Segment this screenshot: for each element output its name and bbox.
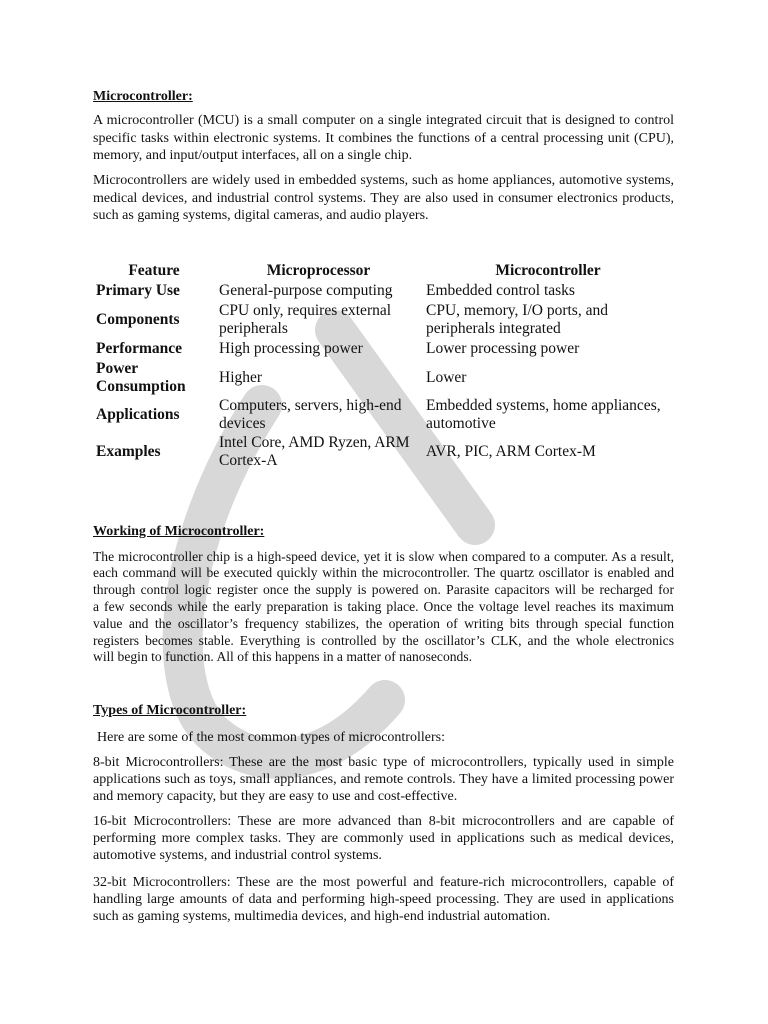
- paragraph-line: medical devices, and industrial control systems. They are also used in consumer electronics products,: [93, 190, 674, 206]
- cell-line: General-purpose computing: [219, 282, 393, 300]
- paragraph-line: specific tasks within electronic systems. It combines the functions of a central processing unit (CPU),: [93, 130, 674, 146]
- comparison-table: [93, 260, 674, 470]
- table-row: [93, 301, 674, 338]
- table-row: [93, 433, 674, 470]
- table-row: [93, 281, 674, 301]
- microcontroller-cell: [422, 359, 674, 396]
- microprocessor-cell: [215, 301, 422, 338]
- paragraph-line: A microcontroller (MCU) is a small computer on a single integrated circuit that is designed to control: [93, 113, 674, 129]
- microprocessor-cell: [215, 433, 422, 470]
- intro-paragraph: [93, 112, 674, 164]
- header-microprocessor: Microprocessor: [266, 261, 371, 279]
- microcontroller-cell: [422, 396, 674, 433]
- microcontroller-cell: [422, 433, 674, 470]
- paragraph-line: memory, and input/output interfaces, all on a single chip.: [93, 148, 413, 164]
- paragraph-line: and memory capacity, but they are easy to use and cost-effective.: [93, 788, 458, 804]
- types-intro-text: Here are some of the most common types of microcontrollers:: [97, 729, 445, 745]
- microcontroller-cell: [422, 301, 674, 338]
- header-microcontroller: Microcontroller: [495, 261, 601, 279]
- types-paragraph-8bit: [93, 754, 674, 805]
- types-paragraph-32bit: [93, 874, 674, 925]
- paragraph-line: registers becomes stable. Everything is controlled by the oscillator’s CLK, and the whole electronics: [93, 632, 674, 648]
- feature-label: Consumption: [96, 377, 186, 395]
- microcontroller-cell: [422, 281, 674, 301]
- table-row: [93, 338, 674, 359]
- feature-cell: [93, 396, 215, 433]
- paragraph-line: The microcontroller chip is a high-speed device, yet it is slow when compared to a computer. As a result,: [93, 548, 674, 564]
- paragraph-line: 8-bit Microcontrollers: These are the most basic type of microcontrollers, typically used in simple: [93, 754, 674, 770]
- cell-line: Embedded control tasks: [426, 282, 575, 300]
- cell-line: AVR, PIC, ARM Cortex-M: [426, 442, 596, 460]
- cell-line: Embedded systems, home appliances,: [426, 397, 661, 414]
- section-heading-working: Working of Microcontroller:: [93, 523, 265, 539]
- working-paragraph: [93, 549, 674, 667]
- paragraph-line: value and the oscillator’s frequency stabilizes, the operation of writing bits through special function: [93, 615, 674, 631]
- paragraph-line: will begin to function. All of this happens in a matter of nanoseconds.: [93, 649, 473, 665]
- feature-cell: [93, 281, 215, 301]
- cell-line: Higher: [219, 368, 263, 386]
- paragraph-line: handling large amounts of data and performing high-speed processing. They are used in applications: [93, 891, 674, 907]
- microprocessor-cell: [215, 281, 422, 301]
- feature-label: Power: [96, 360, 139, 377]
- cell-line: Lower processing power: [426, 339, 580, 357]
- paragraph-line: a few seconds while the early preparation is taking place. Once the voltage level reaches its maximum: [93, 598, 674, 614]
- feature-cell: [93, 338, 215, 359]
- paragraph-line: through control logic register once the supply is powered on. Parasite capacitors will be recharged for: [93, 582, 674, 598]
- paragraph-line: automotive systems, and industrial control systems.: [93, 847, 382, 863]
- types-paragraph-16bit: [93, 813, 674, 864]
- paragraph-line: each command will be executed quickly within the microcontroller. The quartz oscillator is enabled and: [93, 565, 674, 581]
- feature-cell: [93, 359, 215, 396]
- feature-label: Primary Use: [96, 282, 180, 300]
- feature-label: Performance: [96, 339, 183, 357]
- cell-line: devices: [219, 414, 266, 432]
- section-heading-microcontroller: Microcontroller:: [93, 88, 193, 104]
- feature-label: Examples: [96, 442, 161, 460]
- cell-line: peripherals integrated: [426, 319, 561, 337]
- microprocessor-cell: [215, 338, 422, 359]
- cell-line: Cortex-A: [219, 451, 278, 469]
- microprocessor-cell: [215, 359, 422, 396]
- cell-line: High processing power: [219, 339, 363, 357]
- cell-line: CPU only, requires external: [219, 302, 392, 319]
- paragraph-line: such as gaming systems, digital cameras, and audio players.: [93, 208, 429, 224]
- cell-line: peripherals: [219, 319, 288, 337]
- table-header-row: [93, 260, 674, 281]
- paragraph-line: such as gaming systems, multimedia devices, and high-end industrial automation.: [93, 908, 551, 924]
- microprocessor-cell: [215, 396, 422, 433]
- cell-line: Computers, servers, high-end: [219, 397, 402, 414]
- feature-label: Applications: [96, 405, 180, 423]
- paragraph-line: applications such as toys, small appliances, and remote controls. They have a limited processing power: [93, 771, 674, 787]
- feature-cell: [93, 301, 215, 338]
- paragraph-line: 16-bit Microcontrollers: These are more advanced than 8-bit microcontrollers and are capable of: [93, 813, 674, 829]
- paragraph-line: 32-bit Microcontrollers: These are the most powerful and feature-rich microcontrollers, capable of: [93, 874, 674, 890]
- table-row: [93, 359, 674, 396]
- header-feature: Feature: [128, 261, 180, 279]
- cell-line: automotive: [426, 414, 496, 432]
- paragraph-line: Microcontrollers are widely used in embedded systems, such as home appliances, automotive systems,: [93, 173, 674, 189]
- intro-paragraph: [93, 172, 674, 224]
- feature-label: Components: [96, 310, 180, 328]
- cell-line: CPU, memory, I/O ports, and: [426, 302, 608, 319]
- section-heading-types: Types of Microcontroller:: [93, 702, 247, 718]
- cell-line: Intel Core, AMD Ryzen, ARM: [219, 434, 410, 451]
- feature-cell: [93, 433, 215, 470]
- cell-line: Lower: [426, 368, 467, 386]
- table-row: [93, 396, 674, 433]
- microcontroller-cell: [422, 338, 674, 359]
- paragraph-line: performing more complex tasks. They are commonly used in applications such as medical devices,: [93, 830, 674, 846]
